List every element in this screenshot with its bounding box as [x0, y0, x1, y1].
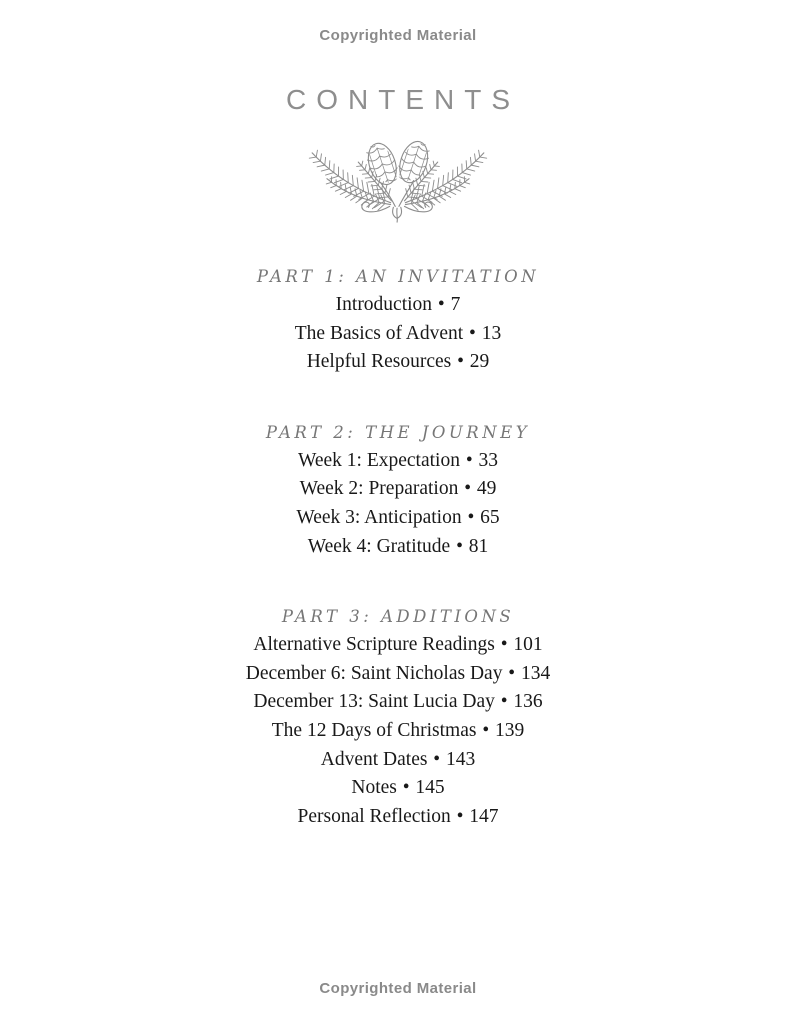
- bullet-separator: •: [456, 535, 463, 557]
- toc-entry: [0, 688, 796, 717]
- entry-label: Week 4: Gratitude: [307, 535, 451, 557]
- toc-section: [0, 263, 796, 377]
- entry-page-number: 49: [476, 478, 497, 500]
- entry-page-number: 136: [513, 691, 543, 713]
- entry-page-number: 134: [520, 662, 551, 684]
- entry-label: The Basics of Advent: [294, 322, 464, 344]
- toc-entry: [0, 774, 796, 803]
- copyright-notice-bottom: Copyrighted Material: [319, 980, 477, 997]
- table-of-contents: [0, 263, 796, 831]
- bullet-separator: •: [433, 748, 441, 770]
- entry-label: December 6: Saint Nicholas Day: [245, 662, 503, 684]
- entry-page-number: 145: [415, 777, 445, 799]
- section-heading: PART 2: THE JOURNEY: [265, 422, 531, 442]
- bullet-separator: •: [465, 449, 473, 471]
- entry-label: Alternative Scripture Readings: [253, 634, 495, 656]
- bullet-separator: •: [456, 805, 464, 827]
- toc-entry: [0, 291, 796, 320]
- entry-page-number: 139: [495, 719, 525, 741]
- toc-entry: [0, 320, 796, 349]
- entry-label: Advent Dates: [320, 748, 428, 770]
- bullet-separator: •: [402, 777, 410, 799]
- bullet-separator: •: [467, 506, 475, 528]
- copyright-notice-top: Copyrighted Material: [319, 27, 477, 44]
- entry-label: Week 1: Expectation: [298, 449, 460, 471]
- bullet-separator: •: [469, 322, 476, 344]
- entry-label: Helpful Resources: [306, 351, 452, 373]
- toc-entry: [0, 475, 796, 504]
- toc-entry: [0, 504, 796, 533]
- toc-section: [0, 419, 796, 561]
- toc-entry: [0, 660, 796, 689]
- toc-entry: [0, 348, 796, 377]
- toc-page: [0, 86, 796, 831]
- entry-page-number: 13: [481, 322, 502, 344]
- entry-page-number: 143: [445, 748, 476, 770]
- page-title: CONTENTS: [286, 84, 520, 115]
- toc-entry: [0, 533, 796, 562]
- entry-label: Personal Reflection: [297, 805, 451, 827]
- pinecones-illustration: [300, 127, 496, 223]
- toc-entry: [0, 803, 796, 832]
- entry-label: December 13: Saint Lucia Day: [253, 691, 495, 713]
- bullet-separator: •: [500, 634, 508, 656]
- bullet-separator: •: [437, 294, 445, 315]
- entry-label: The 12 Days of Christmas: [271, 719, 477, 741]
- entry-page-number: 33: [478, 449, 498, 471]
- pinecone-ornament: [0, 127, 796, 223]
- bullet-separator: •: [464, 478, 472, 500]
- entry-page-number: 65: [480, 506, 500, 528]
- bullet-separator: •: [508, 662, 516, 684]
- toc-entry: [0, 631, 796, 660]
- entry-page-number: 101: [513, 634, 543, 656]
- entry-label: Introduction: [335, 294, 433, 315]
- bullet-separator: •: [482, 719, 490, 741]
- section-heading: PART 1: AN INVITATION: [256, 267, 540, 286]
- toc-entry: [0, 447, 796, 476]
- entry-page-number: 147: [469, 805, 499, 827]
- entry-page-number: 81: [468, 535, 489, 557]
- toc-section: [0, 603, 796, 831]
- entry-label: Notes: [351, 777, 397, 799]
- entry-label: Week 2: Preparation: [299, 478, 459, 500]
- bullet-separator: •: [500, 691, 508, 713]
- bullet-separator: •: [457, 351, 464, 373]
- entry-label: Week 3: Anticipation: [296, 506, 462, 528]
- toc-entry: [0, 746, 796, 775]
- section-heading: PART 3: ADDITIONS: [281, 607, 515, 627]
- entry-page-number: 7: [450, 294, 461, 315]
- entry-page-number: 29: [469, 351, 490, 373]
- toc-entry: [0, 717, 796, 746]
